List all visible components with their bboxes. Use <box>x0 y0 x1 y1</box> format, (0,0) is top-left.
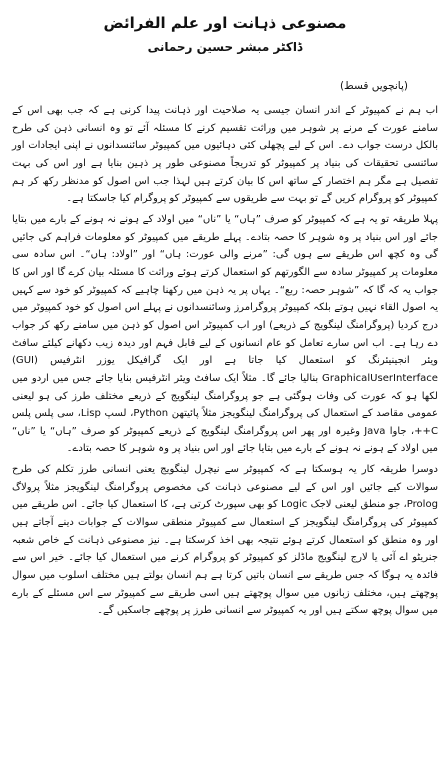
installment-label: (پانچویں قسط) <box>339 80 408 92</box>
article-title: مصنوعی ذہانت اور علم الفرائض <box>103 14 347 32</box>
paragraph-1: اب ہم نے کمپیوٹر کے اندر انسان جیسی یہ صلاحیت اور ذہانت پیدا کرنی ہے کہ جب بھی اس کے سامنے عورت کے مرنے پر شوہر میں وراثت تقسیم کرنے کا مسئلہ آئے تو وہ انسانی ذہن کی طرح بالکل درست جواب دے۔ اس کے لیے پچھلی کئی دہائیوں میں کمپیوٹر سائنسدانوں نے اپنی ایجادات اور سائنسی تحقیقات کی بنیاد پر کمپیوٹر کو تدریجاً مصنوعی طور پر ذہین بنایا ہے اور اس کی بہت تفصیل ہے مگر ہم اختصار کے ساتھ اس کا بیان کرتے ہیں لہذا جب اس اصول کو مدنظر رکھ کر ہم کمپیوٹر کو پروگرام کریں گے تو بہت سے طریقوں سے کمپیوٹر کو پروگرام کیا جاسکتا ہے۔ <box>12 105 438 205</box>
paragraph-3: دوسرا طریقہ کار یہ ہوسکتا ہے کہ کمپیوٹر سے نیچرل لینگویج یعنی انسانی طرز تکلم کی طرح سوالات کیے جائیں اور اس کے لیے مصنوعی ذہانت کی مخصوص پروگرامنگ لینگویجز مثلاً پرولاگ Prolog، جو منطق لیعنی لاجک Logic کو بھی سپورٹ کرتی ہے، کا استعمال کیا جائے۔ اس طریقے میں کمپیوٹر کی پروگرامنگ لینگویجز کے استعمال سے کمپیوٹر منطقی سوالات کے جوابات دینے آجاتے ہیں اور وہ منطق کو استعمال کرتے ہوئے نتیجہ بھی اخذ کرسکتا ہے۔ نیز مصنوعی ذہانت کے خاص شعبہ جنریٹو اے آئی یا لارج لینگویج ماڈلز کو کمپیوٹر کو پروگرام کرنے میں استعمال کیا جائے۔ خیر اس سے فائدہ یہ ہوگا کہ جس طریقے سے انسان باتیں کرتا ہے ہم انسان بولتے ہیں مختلف اسلوب میں سوال پوچھتے ہیں، مختلف زبانوں میں سوال پوچھتے ہیں اسی طریقے سے کمپیوٹر سے اس مسئلے کے بارے میں سوال پوچھ سکتے ہیں اور یہ کمپیوٹر سے انسانی طرز پر پوچھے جاسکیں گے۔ <box>12 464 438 617</box>
article-author: ڈاکٹر مبشر حسین رحمانی <box>147 40 303 54</box>
paragraph-2: پہلا طریقہ تو یہ ہے کہ کمپیوٹر کو صرف ”ہاں“ یا ”ناں“ میں اولاد کے ہونے نہ ہونے کے بارے میں بتایا جائے اور اس بنیاد پر وہ شوہر کا حصہ بتادے۔ پہلے طریقے میں کمپیوٹر کو معلومات فراہم کی جائیں گی وہ کچھ اس طریقے سے ہوں گی: ”مرنے والی عورت: ہاں“ اور ”اولاد: ہاں“۔ اس سادہ سی معلومات پر کمپیوٹر سادہ سے الگورتھم کو استعمال کرتے ہوئے وراثت کا مسئلہ بیان کرے گا اور اس کا جواب یہ کہ گا کہ ”شوہر حصہ: ربع“۔ یہاں پر یہ ذہن میں رکھنا چاہیے کہ کمپیوٹر کو خود سے کہیں یہ اصول القاء نہیں ہوتے بلکہ کمپیوٹر پروگرامرز وسائنسدانوں نے پہلے اس اصول کو خود کمپیوٹر میں درج کردیا (پروگرامنگ لینگویج کے ذریعے) اور اب کمپیوٹر اس اصول کو ذہن میں سامنے رکھ کر جواب دے رہا ہے۔ اب اس سارے تعامل کو عام انسانوں کے لیے قابل فہم اور دیدہ زیب دکھانے کیلئے سافٹ ویئر انجینیئرنگ کو استعمال کیا جاتا ہے اور ایک گرافیکل یوزر انٹرفیس (GUI) GraphicalUserInterface بنالیا جائے گا۔ مثلاً ایک سافٹ ویئر انٹرفیس بنایا جائے جس میں اردو میں لکھا ہو کہ عورت کی وفات ہوگئی ہے جو پروگرامنگ لینگویج کے ذریعے مختلف طرز کی ہو لیعنی عمومی مقاصد کے استعمال کی پروگرامنگ لینگویجز مثلاً پائیتھن Python، لسپ Lisp، سی پلس پلس C++، جاوا Java وغیرہ اور پھر اس پروگرامنگ لینگویج کے ذریعے کمپیوٹر کو صرف ”ہاں“ یا ”ناں“ میں اولاد کے ہونے نہ ہونے کے بارے میں بتایا جائے اور اس بنیاد پر وہ شوہر کا حصہ بتادے۔ <box>12 213 438 455</box>
